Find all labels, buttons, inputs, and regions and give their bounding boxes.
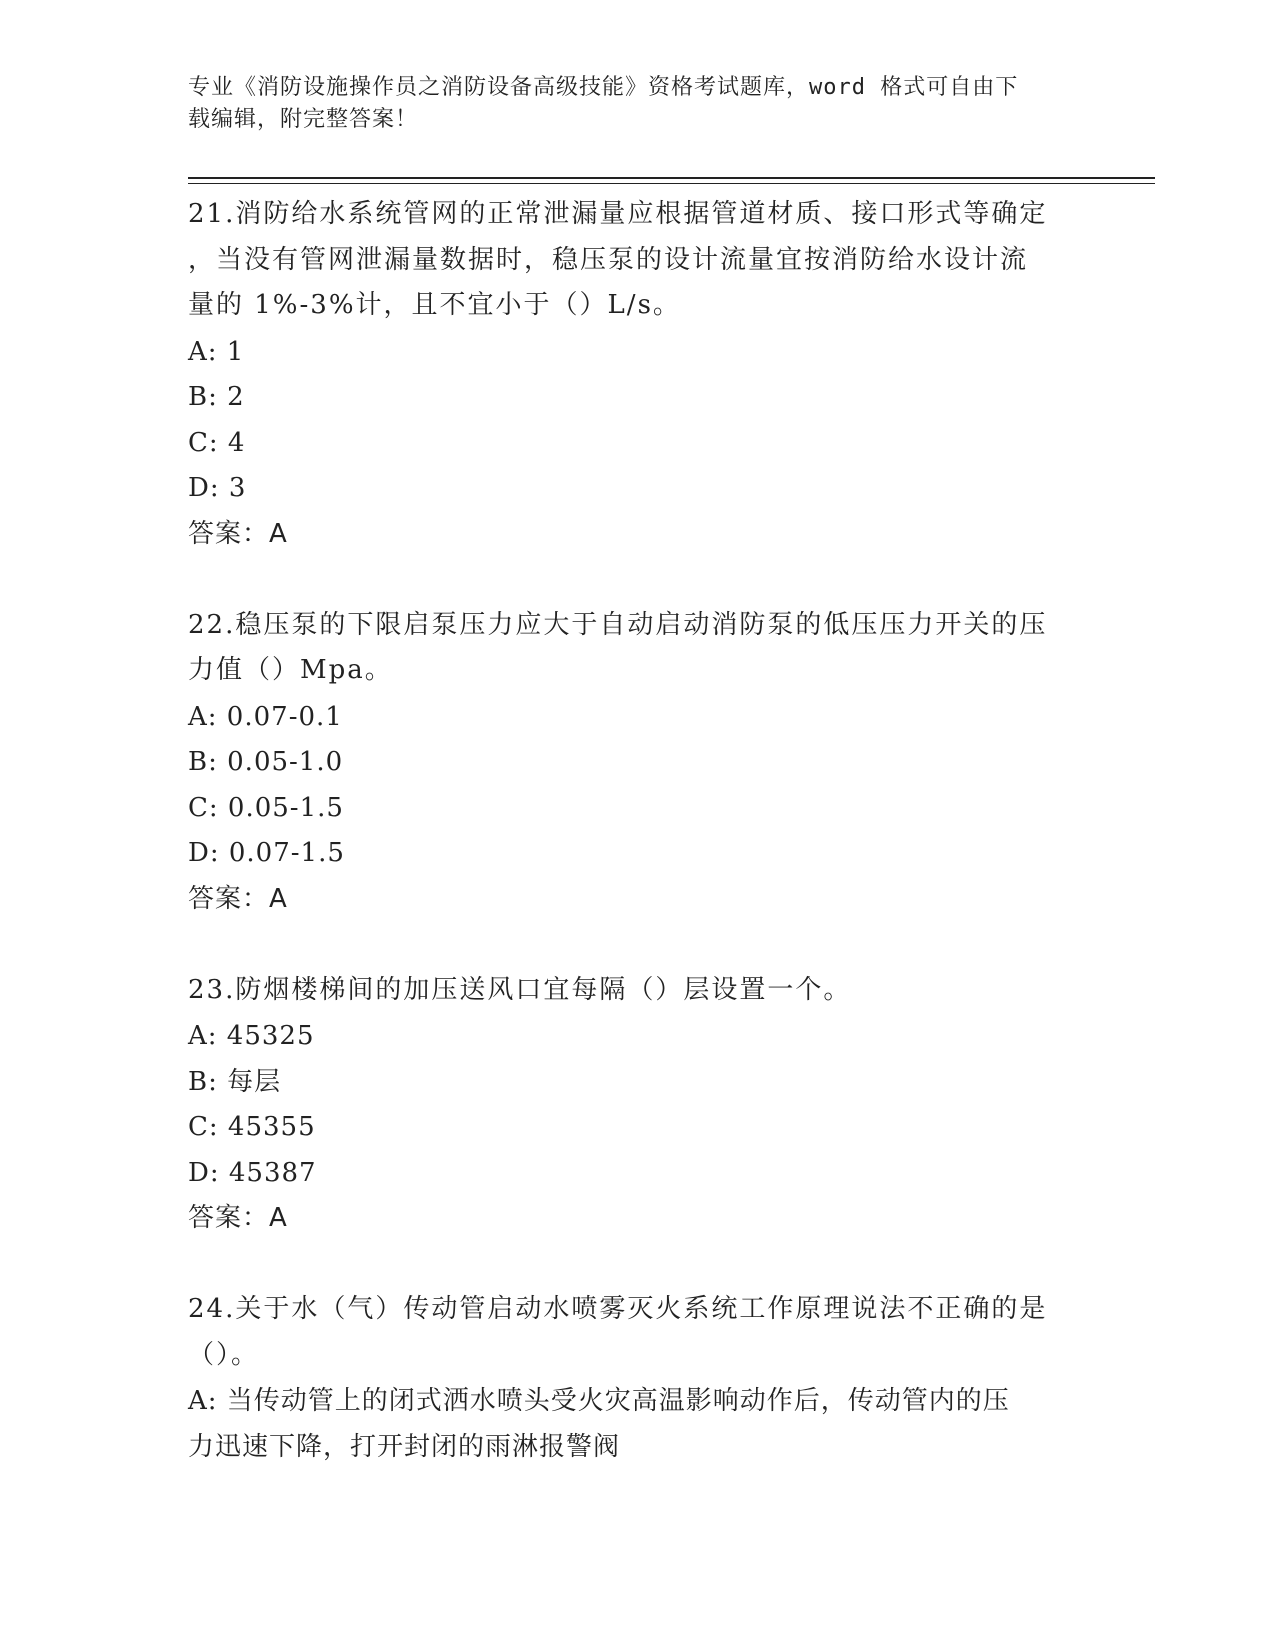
option-b: B: 2	[188, 382, 245, 412]
question-21	[188, 192, 1078, 557]
question-23	[188, 968, 1078, 1242]
option-a: A: 1	[188, 336, 245, 367]
option-c: C: 45355	[188, 1112, 316, 1142]
stem-line: 力值（）Mpa。	[188, 655, 393, 685]
header-divider-thin	[188, 183, 1155, 184]
question-stem	[188, 603, 1078, 695]
header-divider-thick	[188, 177, 1155, 179]
header-line-2: 载编辑，附完整答案！	[188, 107, 419, 132]
option-a-line: A: 当传动管上的闭式洒水喷头受火灾高温影响动作后，传动管内的压	[188, 1386, 1010, 1416]
question-stem	[188, 192, 1078, 330]
question-spacer	[188, 1242, 1078, 1288]
option-c: C: 4	[188, 427, 246, 458]
option-b: B: 0.05-1.0	[188, 747, 344, 777]
option-b: B: 每层	[188, 1066, 282, 1097]
answer-label: 答案：A	[188, 883, 288, 914]
stem-line: 24.关于水（气）传动管启动水喷雾灭火系统工作原理说法不正确的是	[188, 1294, 1048, 1324]
question-stem	[188, 968, 1078, 1015]
stem-line: （）。	[188, 1339, 260, 1370]
question-stem	[188, 1287, 1078, 1379]
question-spacer	[188, 922, 1078, 968]
question-list	[188, 192, 1078, 1470]
option-d: D: 3	[188, 473, 247, 503]
stem-line: 21.消防给水系统管网的正常泄漏量应根据管道材质、接口形式等确定	[188, 199, 1048, 229]
option-a: A: 0.07-0.1	[188, 701, 343, 732]
option-c: C: 0.05-1.5	[188, 792, 344, 823]
option-a-line: 力迅速下降，打开封闭的雨淋报警阀	[188, 1431, 621, 1462]
stem-line: ，当没有管网泄漏量数据时，稳压泵的设计流量宜按消防给水设计流	[188, 244, 1029, 275]
stem-line: 量的 1%-3%计，且不宜小于（）L/s。	[188, 290, 681, 320]
option-d: D: 45387	[188, 1157, 317, 1188]
question-24	[188, 1287, 1078, 1470]
answer-label: 答案：A	[188, 1203, 288, 1233]
option-d: D: 0.07-1.5	[188, 838, 345, 868]
question-22	[188, 603, 1078, 923]
option-a	[188, 1379, 1078, 1470]
stem-line: 23.防烟楼梯间的加压送风口宜每隔（）层设置一个。	[188, 974, 852, 1005]
answer-label: 答案：A	[188, 518, 288, 549]
header-line-1: 专业《消防设施操作员之消防设备高级技能》资格考试题库，word 格式可自由下	[188, 75, 1019, 100]
option-a: A: 45325	[188, 1021, 315, 1051]
document-header	[188, 72, 1068, 136]
stem-line: 22.稳压泵的下限启泵压力应大于自动启动消防泵的低压压力开关的压	[188, 609, 1048, 640]
question-spacer	[188, 557, 1078, 603]
